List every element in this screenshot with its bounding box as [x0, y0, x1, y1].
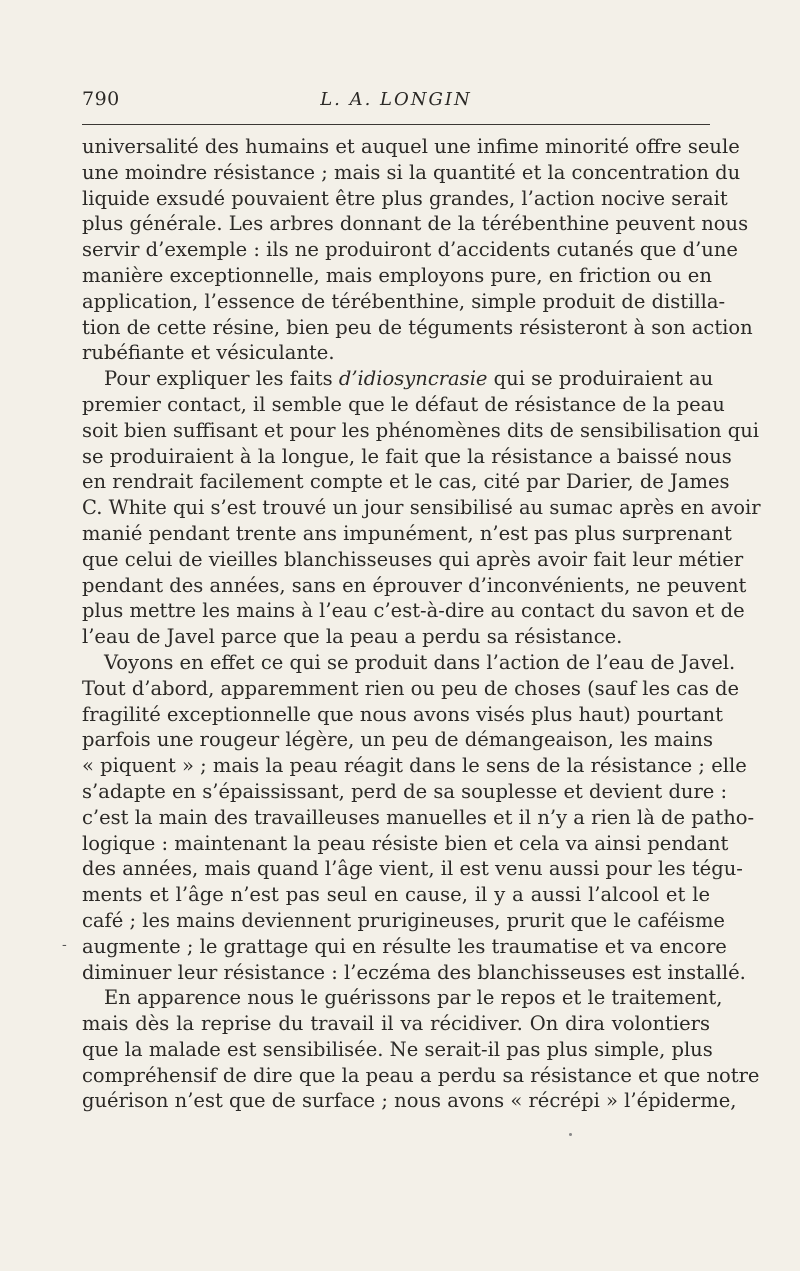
text-line: guérison n’est que de surface ; nous avons « récrépi » l’épiderme,	[82, 1089, 737, 1113]
text-segment: Pour expliquer les faits	[104, 367, 339, 391]
text-line: pendant des années, sans en éprouver d’inconvénients, ne peuvent	[82, 573, 747, 597]
text-line: application, l’essence de térébenthine, simple produit de distilla-	[82, 289, 726, 313]
text-line: augmente ; le grattage qui en résulte les traumatise et va encore	[82, 934, 727, 958]
text-line: l’eau de Javel parce que la peau a perdu sa résistance.	[82, 625, 623, 649]
text-line: manié pendant trente ans impunément, n’est pas plus surprenant	[82, 521, 732, 545]
text-line: Tout d’abord, apparemment rien ou peu de choses (sauf les cas de	[82, 676, 740, 700]
text-line: plus générale. Les arbres donnant de la térébenthine peuvent nous	[82, 212, 749, 236]
margin-mark: -	[62, 937, 67, 953]
text-line: des années, mais quand l’âge vient, il est venu aussi pour les tégu-	[82, 857, 743, 881]
text-line: plus mettre les mains à l’eau c’est-à-dire au contact du savon et de	[82, 599, 745, 623]
text-line: logique : maintenant la peau résiste bien et cela va ainsi pendant	[82, 831, 729, 855]
text-line: En apparence nous le guérissons par le repos et le traitement,	[104, 986, 723, 1010]
text-line	[82, 366, 714, 392]
text-line: universalité des humains et auquel une infime minorité offre seule	[82, 135, 740, 158]
text-line: manière exceptionnelle, mais employons pure, en friction ou en	[82, 263, 712, 287]
paragraph-4	[82, 985, 760, 1114]
text-line: compréhensif de dire que la peau a perdu sa résistance et que notre	[82, 1063, 760, 1087]
text-line: fragilité exceptionnelle que nous avons visés plus haut) pourtant	[82, 702, 723, 726]
text-line: se produiraient à la longue, le fait que la résistance a baissé nous	[82, 444, 732, 468]
text-line: servir d’exemple : ils ne produiront d’accidents cutanés que d’une	[82, 238, 738, 262]
text-line: que la malade est sensibilisée. Ne serait-il pas plus simple, plus	[82, 1037, 713, 1061]
text-line: ments et l’âge n’est pas seul en cause, il y a aussi l’alcool et le	[82, 883, 710, 907]
running-head: L. A. LONGIN	[320, 89, 472, 110]
text-segment: qui se produiraient au	[487, 367, 714, 391]
paragraph-2	[82, 366, 761, 650]
text-line: C. White qui s’est trouvé un jour sensibilisé au sumac après en avoir	[82, 496, 761, 520]
text-line: « piquent » ; mais la peau réagit dans le sens de la résistance ; elle	[82, 754, 747, 778]
body-text	[82, 134, 761, 1114]
header-rule	[82, 124, 710, 125]
text-line: café ; les mains deviennent prurigineuses, prurit que le caféisme	[82, 908, 725, 932]
print-speck	[569, 1133, 572, 1136]
text-line: que celui de vieilles blanchisseuses qui après avoir fait leur métier	[82, 547, 744, 571]
text-line: s’adapte en s’épaississant, perd de sa souplesse et devient dure :	[82, 779, 728, 803]
text-line: c’est la main des travailleuses manuelles et il n’y a rien là de patho-	[82, 805, 755, 829]
text-line: rubéfiante et vésiculante.	[82, 341, 335, 365]
italic-term: d’idiosyncrasie	[338, 367, 488, 391]
text-line: diminuer leur résistance : l’eczéma des blanchisseuses est installé.	[82, 960, 746, 984]
text-line: premier contact, il semble que le défaut de résistance de la peau	[82, 392, 725, 416]
text-line: liquide exsudé pouvaient être plus grandes, l’action nocive serait	[82, 186, 728, 210]
text-line: en rendrait facilement compte et le cas, cité par Darier, de James	[82, 470, 730, 494]
text-line: soit bien suffisant et pour les phénomènes dits de sensibilisation qui	[82, 418, 759, 442]
text-line: Voyons en effet ce qui se produit dans l’action de l’eau de Javel.	[104, 650, 736, 674]
paragraph-3	[82, 650, 755, 985]
text-line: une moindre résistance ; mais si la quantité et la concentration du	[82, 160, 741, 184]
page-number: 790	[82, 88, 120, 110]
text-line: parfois une rougeur légère, un peu de démangeaison, les mains	[82, 728, 713, 752]
text-line: tion de cette résine, bien peu de téguments résisteront à son action	[82, 315, 753, 339]
text-line: mais dès la reprise du travail il va récidiver. On dira volontiers	[82, 1012, 710, 1036]
paragraph-1	[82, 134, 753, 366]
page-header	[82, 86, 710, 114]
